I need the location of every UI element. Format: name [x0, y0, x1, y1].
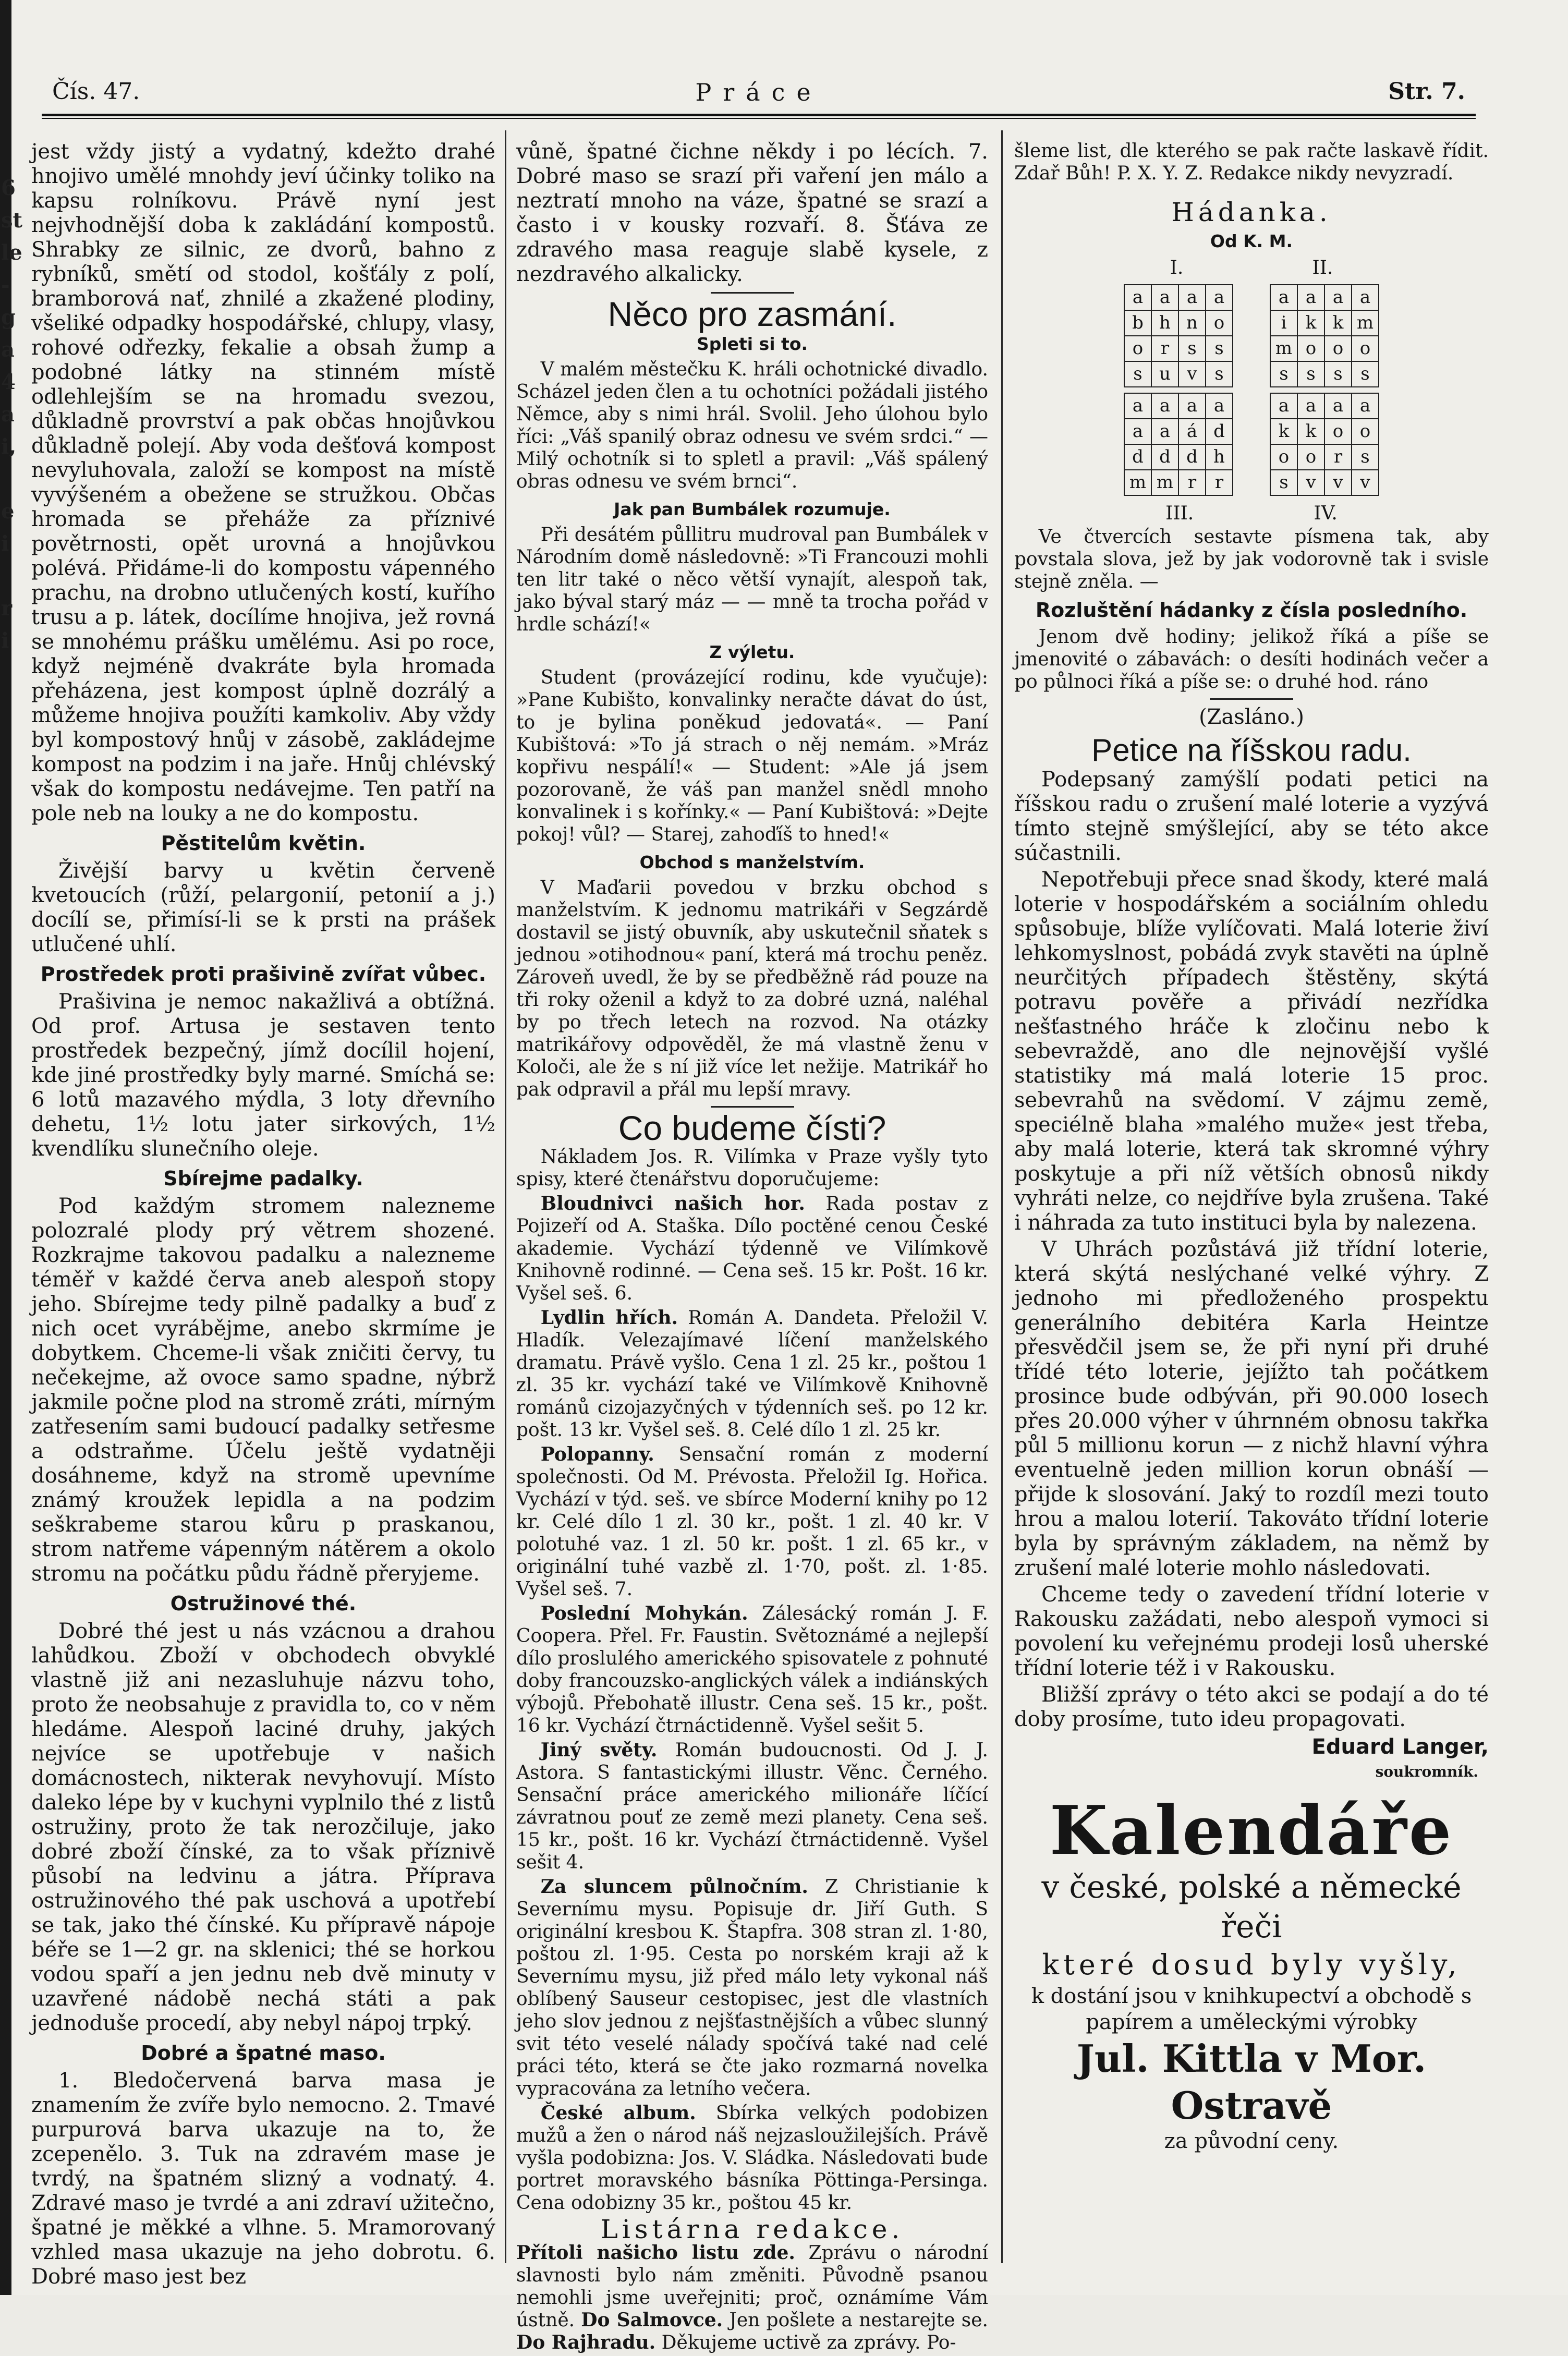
- article-text: 1. Bledočervená barva masa je znamením že zvíře bylo nemocno. 2. Tmavé purpurová barva ukazuje na to, že zcepenělo. 3. Tuk na zdravém mase je tvrdý, na špatném slizný a vodnatý. 4. Zdravé maso je tvrdé a ani zdraví užitečno, špatné je měkké a vlhne. 5. Mramorovaný vzhled masa ukazuje na jeho dobrotu. 6. Dobré maso jest bez: [31, 2069, 495, 2289]
- book-entry: [516, 1876, 988, 2100]
- grid-cell: a: [1352, 393, 1379, 419]
- grid-cell: a: [1270, 285, 1297, 310]
- margin-fragment: st: [1, 208, 22, 233]
- column-2: [516, 140, 988, 2356]
- grid-cell: a: [1324, 285, 1352, 310]
- letter-grid: [1270, 393, 1379, 496]
- grid-cell: u: [1151, 361, 1178, 387]
- grid-cell: a: [1352, 285, 1379, 310]
- grid-cell: s: [1206, 361, 1233, 387]
- page-header: [47, 78, 1470, 112]
- article-text: šleme list, dle kterého se pak račte laskavě řídit. Zdař Bůh! P. X. Y. Z. Redakce nikdy nevyzradí.: [1014, 140, 1489, 184]
- riddle-author: Od K. M.: [1210, 231, 1293, 251]
- subheading: Z výletu.: [709, 642, 795, 662]
- book-entry: [516, 1193, 988, 1305]
- letter-text: Zprávu o národní slavnosti bylo nám změniti. Původně psanou nemohli jsme uveřejniti; proč, oznámíme Vám ústně.: [516, 2242, 988, 2331]
- letter-text: Jen pošlete a nestarejte se.: [729, 2310, 988, 2331]
- section-heading: Pěstitelům květin.: [161, 832, 366, 855]
- ad-line: v české, polské a německé řeči: [1041, 1869, 1462, 1945]
- book-title: Jiný světy.: [540, 1739, 658, 1761]
- grid-cell: s: [1270, 470, 1297, 495]
- margin-fragment: r: [1, 596, 13, 621]
- book-title: Lydlin hřích.: [540, 1307, 678, 1329]
- book-entry: [516, 2102, 988, 2214]
- grid-label: II.: [1312, 257, 1333, 278]
- ad-line: které dosud byly vyšly,: [1042, 1948, 1461, 1981]
- grid-cell: a: [1124, 419, 1151, 444]
- grid-row: [1105, 284, 1397, 387]
- grid-cell: a: [1297, 393, 1324, 419]
- grid-cell: o: [1270, 444, 1297, 470]
- book-entry: [516, 1602, 988, 1737]
- grid-cell: a: [1124, 393, 1151, 419]
- grid-cell: k: [1297, 419, 1324, 444]
- margin-fragment: le: [1, 240, 22, 265]
- riddle-labels-bottom: [1105, 501, 1397, 526]
- ad-line: k dostání jsou v knihkupectví a obchodě s papírem a uměleckými výrobky: [1031, 1984, 1472, 2034]
- ad-line: za původní ceny.: [1164, 2129, 1339, 2153]
- grid-cell: s: [1324, 361, 1352, 387]
- book-desc: Rada postav z Pojizeří od A. Staška. Dílo poctěné cenou České akademie. Vychází týdenně ve Vilímkově Knihovně rodinné. — Cena seš. 15 kr. Pošt. 16 kr. Vyšel seš. 6.: [516, 1193, 989, 1304]
- grid-cell: n: [1178, 310, 1206, 336]
- letter-grid: [1270, 284, 1379, 387]
- grid-cell: o: [1206, 310, 1233, 336]
- margin-fragment: a: [1, 402, 15, 427]
- book-title: České album.: [540, 2102, 696, 2124]
- margin-fragment: 6: [1, 176, 16, 200]
- separator: [711, 1106, 794, 1108]
- book-title: Za sluncem půlnočním.: [540, 1876, 808, 1898]
- issue-number: Čís. 47.: [52, 78, 140, 105]
- riddle-labels-top: [1105, 256, 1397, 280]
- grid-cell: o: [1352, 336, 1379, 361]
- letter-recipient: Do Salmovce.: [581, 2309, 723, 2331]
- book-entry: [516, 1443, 988, 1600]
- grid-cell: d: [1178, 444, 1206, 470]
- letter-grid: [1124, 393, 1233, 496]
- book-title: Poslední Mohykán.: [540, 1602, 748, 1624]
- ad-line: Jul. Kittla v Mor. Ostravě: [1076, 2036, 1427, 2128]
- grid-cell: k: [1297, 310, 1324, 336]
- grid-cell: r: [1206, 470, 1233, 495]
- book-desc: Román A. Dandeta. Přeložil V. Hladík. Velezajímavé líčení manželského dramatu. Právě vyšlo. Cena 1 zl. 25 kr., poštou 1 zl. 35 kr. vychází také ve Vilímkově Knihovně románů cizojazyčných v týdenních seš. po 12 kr. pošt. 13 kr. Vyšel seš. 8. Celé dílo 1 zl. 25 kr.: [516, 1307, 988, 1441]
- page-number: Str. 7.: [1388, 78, 1465, 105]
- grid-cell: a: [1178, 393, 1206, 419]
- grid-cell: r: [1178, 470, 1206, 495]
- grid-label: I.: [1170, 257, 1184, 278]
- margin-scrap: [1, 172, 22, 657]
- subheading: Obchod s manželstvím.: [639, 852, 865, 872]
- article-text: Chceme tedy o zavedení třídní loterie v Rakousku zažádati, nebo alespoň vymoci si povolení ku veřejnému prodeji losů uherské třídní loterie též i v Rakousku.: [1014, 1583, 1489, 1680]
- letter-recipient: Přítoli našicho listu zde.: [516, 2242, 795, 2264]
- grid-cell: r: [1324, 444, 1352, 470]
- grid-cell: i: [1270, 310, 1297, 336]
- section-title: Listárna redakce.: [600, 2214, 904, 2244]
- column-divider: [1001, 130, 1003, 2263]
- article-text: Nákladem Jos. R. Vilímka v Praze vyšly tyto spisy, které čtenářstvu doporučujeme:: [516, 1146, 988, 1190]
- grid-cell: o: [1124, 336, 1151, 361]
- grid-cell: s: [1297, 361, 1324, 387]
- grid-cell: s: [1352, 444, 1379, 470]
- grid-cell: h: [1151, 310, 1178, 336]
- article-text: V malém městečku K. hráli ochotnické divadlo. Scházel jeden člen a tu ochotníci požádali jistého Němce, aby s nimi hrál. Svolil. Jeho úlohou bylo říci: „Váš spanilý obraz odnesu ve svém srdci.“ — Milý ochotník si to spletl a pravil: „Váš spálený obras odnesu ve svém brnci“.: [516, 359, 988, 492]
- grid-cell: v: [1352, 470, 1379, 495]
- grid-cell: v: [1297, 470, 1324, 495]
- grid-cell: a: [1124, 285, 1151, 310]
- grid-cell: a: [1151, 419, 1178, 444]
- grid-label: III.: [1165, 503, 1194, 524]
- margin-fragment: i,: [1, 434, 17, 459]
- grid-cell: a: [1324, 393, 1352, 419]
- grid-cell: m: [1151, 470, 1178, 495]
- grid-cell: s: [1206, 336, 1233, 361]
- grid-cell: m: [1124, 470, 1151, 495]
- signature-title: soukromník.: [1375, 1763, 1478, 1780]
- margin-fragment: -: [1, 273, 10, 297]
- ad-title: Kalendáře: [1049, 1792, 1454, 1870]
- grid-cell: d: [1206, 419, 1233, 444]
- section-heading: Ostružinové thé.: [170, 1592, 357, 1615]
- grid-cell: a: [1297, 285, 1324, 310]
- grid-cell: o: [1352, 419, 1379, 444]
- margin-fragment: g: [1, 305, 16, 330]
- book-title: Polopanny.: [540, 1443, 654, 1465]
- article-text: Ve čtvercích sestavte písmena tak, aby povstala slova, jež by jak vodorovně tak i svisle stejně zněla. —: [1014, 526, 1489, 592]
- grid-label: IV.: [1314, 503, 1338, 524]
- grid-cell: s: [1352, 361, 1379, 387]
- subheading: Spleti si to.: [696, 334, 808, 354]
- article-text: V Maďarii povedou v brzku obchod s manželstvím. K jednomu matrikáři v Segzárdě dostavil se jistý obuvník, aby uskutečnil sňatek s jednou »otihodnou« paní, která má trochu peněz. Zároveň uvedl, že by se předběžně rád pouze na tři roky oženil a když to za dobré uzná, naléhal by po třech letech na rozvod. Na otázky matrikářovy odpověděl, že má vlastně ženu v Koloči, ale že s ní již více let nežije. Matrikář ho pak odpravil a přál mu lepší mravy.: [516, 877, 988, 1100]
- margin-fragment: i: [1, 628, 9, 653]
- newspaper-title: Práce: [695, 78, 822, 106]
- grid-cell: k: [1270, 419, 1297, 444]
- section-heading: Dobré a špatné maso.: [141, 2042, 386, 2064]
- grid-cell: r: [1151, 336, 1178, 361]
- separator: [711, 292, 794, 294]
- letter-entry: [516, 2242, 988, 2354]
- article-text: V Uhrách pozůstává již třídní loterie, která skýtá neslýchané velké výhry. Z jednoho mi předloženého prospektu generálního debitéra Karla Heintze přesvědčil jsem se, že při nyní při druhé třídé této loterie, jejížto tah počátkem prosince bude odbýván, při 90.000 losech přes 20.000 výher v úhrnném obnosu takřka půl 5 millionu korun — z nichž hlavní výhra eventuelně jeden million korun obnáší — přijde k slosování. Jaký to rozdíl mezi touto hrou a malou loterií. Takováto třídní loterie byla by správným základem, na němž by zrušení malé loterie mohlo následovati.: [1014, 1237, 1489, 1580]
- column-3: [1014, 140, 1489, 2154]
- grid-cell: a: [1270, 393, 1297, 419]
- grid-cell: o: [1297, 336, 1324, 361]
- article-text: Pod každým stromem nalezneme polozralé plody prý větrem shozené. Rozkrajme takovou padalku a nalezneme téměř v každé červa aneb alespoň stopy jeho. Sbírejme tedy pilně padalky a buď z nich ocet vyrábějme, anebo skrmíme je dobytkem. Chceme-li však zničiti červy, tu nečekejme, až ovoce samo spadne, nýbrž jakmile počne plod na stromě zráti, mírným zatřesením sami budoucí padalky setřesme a odstraňme. Účelu ještě vydatněji dosáhneme, když na stromě upevníme známý kroužek lepidla a na podzim seškrabeme starou kůru p praskanou, strom natřeme vápenným nátěrem a okolo stromu na počátku půdu řádně přeryjeme.: [31, 1194, 495, 1586]
- article-text: Bližší zprávy o této akci se podají a do té doby prosíme, tuto ideu propagovati.: [1014, 1683, 1489, 1731]
- separator: [1210, 698, 1293, 700]
- book-desc: Zálesácký román J. F. Coopera. Přel. Fr. Faustin. Světoznámé a nejlepší dílo proslulého amerického spisovatele z pohnuté doby francouzsko-anglických válek a indiánských výbojů. Přebohatě illustr. Cena seš. 15 kr., pošt. 16 kr. Vychází čtrnáctidenně. Vyšel sešit 5.: [516, 1603, 988, 1736]
- grid-cell: a: [1151, 285, 1178, 310]
- book-entry: [516, 1307, 988, 1441]
- grid-cell: o: [1324, 336, 1352, 361]
- book-title: Bloudnivci našich hor.: [540, 1193, 805, 1215]
- grid-cell: d: [1151, 444, 1178, 470]
- article-text: Dobré thé jest u nás vzácnou a drahou lahůdkou. Zboží v obchodech obvyklé vlastně již ani nezasluhuje názvu toho, proto že neobsahuje z pravidla to, co v něm hledáme. Alespoň laciné druhy, jakých nejvíce se upotřebuje v našich domácnostech, nikterak nevyhovují. Místo daleko lépe by v kuchyni vyplnilo thé z listů ostružiny, proto že tak nerozčiluje, jako dobré zboží čínské, za to však příznivě působí na ledvinu a játra. Příprava ostružinového thé pak uschová a upotřebí se tak, jako thé čínské. Ku přípravě nápoje béře se 1—2 gr. na sklenici; thé se horkou vodou spaří a jen jednu neb dvě minuty v uzavřené nádobě nechá státi a pak jednoduše procedí, aby nebyl nápoj trpký.: [31, 1619, 495, 2035]
- header-rule: [42, 114, 1476, 116]
- grid-cell: a: [1206, 285, 1233, 310]
- article-text: Při desátém půllitru mudroval pan Bumbálek v Národním domě následovně: »Ti Francouzi mohli ten litr také o něco větší vynajít, alespoň tak, jako býval starý máz — — mně ta trocha pořád v hrdle schází!«: [516, 524, 988, 635]
- riddle-grids: [1105, 284, 1397, 496]
- article-text: Prašivina je nemoc nakažlivá a obtížná. Od prof. Artusa je sestaven tento prostředek bezpečný, jímž docílil hojení, kde jiné prostředky byly marné. Smíchá se: 6 lotů mazavého mýdla, 3 loty dřevního dehetu, 1½ lotu jater sirkových, 1½ kvendlíku slunečního oleje.: [31, 990, 495, 1161]
- grid-cell: a: [1178, 285, 1206, 310]
- article-text: Podepsaný zamýšlí podati petici na říšskou radu o zrušení malé loterie a vyzývá tímto stejně smýšlející, aby se této akce súčastnili.: [1014, 768, 1489, 865]
- grid-cell: k: [1324, 310, 1352, 336]
- header-rule-thin: [42, 118, 1476, 119]
- section-title: Něco pro zasmání.: [607, 295, 897, 333]
- grid-cell: m: [1270, 336, 1297, 361]
- grid-cell: á: [1178, 419, 1206, 444]
- section-title: Petice na říšskou radu.: [1091, 733, 1412, 768]
- signature: Eduard Langer,: [1311, 1735, 1489, 1759]
- grid-cell: o: [1297, 444, 1324, 470]
- grid-cell: a: [1151, 393, 1178, 419]
- grid-cell: b: [1124, 310, 1151, 336]
- grid-cell: h: [1206, 444, 1233, 470]
- grid-cell: v: [1178, 361, 1206, 387]
- grid-cell: a: [1206, 393, 1233, 419]
- grid-cell: s: [1270, 361, 1297, 387]
- article-text: vůně, špatné čichne někdy i po lécích. 7. Dobré maso se srazí při vaření jen málo a neztratí mnoho na váze, špatné se srazí a často i v kousky rozvaří. 8. Šťáva ze zdravého masa reaguje slabě kysele, z nezdravého alkalicky.: [516, 140, 988, 286]
- letter-recipient: Do Rajhradu.: [516, 2331, 656, 2353]
- letter-text: Děkujeme uctivě za zprávy. Po-: [661, 2332, 956, 2353]
- book-desc: Sbírka velkých podobizen mužů a žen o národ náš nejzasloužilejších. Právě vyšla podobizna: Jos. V. Sládka. Následovati bude portret moravského básníka Pöttinga-Persinga. Cena odobizny 35 kr., poštou 45 kr.: [516, 2103, 989, 2214]
- section-title: Co budeme čísti?: [618, 1109, 886, 1147]
- article-text: Živější barvy u květin červeně kvetoucích (růží, pelargonií, petonií a j.) docílí se, přimísí-li se k prsti na prášek utlučené uhlí.: [31, 859, 495, 956]
- column-divider: [505, 130, 506, 2263]
- margin-fragment: a: [1, 337, 15, 362]
- submitted-note: (Zasláno.): [1199, 705, 1304, 729]
- letter-grid: [1124, 284, 1233, 387]
- grid-cell: v: [1324, 470, 1352, 495]
- riddle-title: Hádanka.: [1171, 197, 1332, 227]
- margin-fragment: i: [1, 531, 9, 556]
- section-heading: Rozluštění hádanky z čísla posledního.: [1035, 599, 1468, 622]
- grid-row: [1105, 393, 1397, 496]
- margin-fragment: 4: [1, 370, 16, 394]
- grid-cell: m: [1352, 310, 1379, 336]
- column-1: [31, 140, 495, 2291]
- section-heading: Prostředek proti prašivině zvířat vůbec.: [40, 963, 487, 986]
- grid-cell: o: [1324, 419, 1352, 444]
- grid-cell: d: [1124, 444, 1151, 470]
- margin-fragment: [1, 560, 14, 592]
- margin-fragment: e: [1, 499, 15, 524]
- article-text: Jenom dvě hodiny; jelikož říká a píše se jmenovité o zábavách: o desíti hodinách večer a po půlnoci říká a píše se: o druhé hod. ráno: [1014, 626, 1489, 693]
- grid-cell: s: [1178, 336, 1206, 361]
- grid-cell: s: [1124, 361, 1151, 387]
- book-desc: Román budoucnosti. Od J. J. Astora. S fantastickými illustr. Věnc. Černého. Sensační práce amerického milionáře líčící závratnou pouť ze země mezi planety. Cena seš. 15 kr., pošt. 16 kr. Vychází čtrnáctidenně. Vyšel sešit 4.: [516, 1740, 988, 1873]
- subheading: Jak pan Bumbálek rozumuje.: [614, 499, 891, 519]
- book-desc: Z Christianie k Severnímu mysu. Popisuje dr. Jiří Guth. S originální kresbou K. Štapfra. 308 stran zl. 1·80, poštou zl. 1·95. Cesta po norském kraji až k Severnímu mysu, již před málo lety vykonal náš oblíbený Sauseur cestopisec, jest dle vlastních jeho slov jednou z nejšťastnějších a vůbec slunný svit této veselé nálady spočívá také nad celé práci této, která se čte jako rozmarná novelka vypracována za letního večera.: [516, 1876, 988, 2099]
- article-text: Nepotřebuji přece snad škody, které malá loterie v hospodářském a sociálním ohledu spůsobuje, blíže vylíčovati. Malá loterie živí lehkomyslnost, pobádá zvyk stavěti na úplně neurčitých případech štěstěny, skýtá potravu pověře a přivádí nezřídka nešťastného hráče k zločinu nebo k sebevraždě, ano dle nejnovější vyšlé statistiky má malá loterie 15 proc. sebevrahů na svědomí. V zájmu země, speciélně blaha »malého muže« jest třeba, aby malá loterie, která tak skromné výhry poskytuje a při níž větších obnosů nikdy vyhráti nelze, co nejdříve byla zrušena. Také i náhrada za tuto instituci byla by nalezena.: [1014, 868, 1489, 1235]
- margin-fragment: [1, 463, 14, 495]
- article-text: jest vždy jistý a vydatný, kdežto drahé hnojivo umělé mnohdy jeví účinky toliko na kapsu rolníkovu. Právě nyní jest nejvhodnější doba k zakládání kompostů. Shrabky ze silnic, ze dvorů, bahno z rybníků, smětí od stodol, košťály z polí, bramborová nať, zhnilé a zkažené plodiny, všeliké odpadky hospodářské, chlupy, vlasy, rohové odřezky, fekalie a obsah žump a podobné látky na stinném místě odlehlejším se na hromadu svezou, důkladně provrství a pak občas hnojůvkou důkladně polejí. Aby voda dešťová kompost nevyluhovala, založí se kompost na místě vyvýšeném a obežene se stružkou. Občas hromada se přeháže za příznivé povětrnosti, opět urovná a hnojůvkou polévá. Přidáme-li do kompostu vápenného prachu, na drobno utlučených kostí, kuřího trusu a p. látek, docílíme hnojiva, jež rovná se mnohému prášku umělému. Asi po roce, když nejméně dvakráte byla hromada přeházena, jest kompost úplně dozrálý a můžeme hnojiva použíti kamkoliv. Aby vždy byl kompostový hnůj v zásobě, zakládejme kompost na podzim i na jaře. Hnůj chlévský však do kompostu nedávejme. Ten patří na pole neb na louky a ne do kompostu.: [31, 140, 495, 825]
- section-heading: Sbírejme padalky.: [163, 1167, 363, 1190]
- article-text: Student (provázející rodinu, kde vyučuje): »Pane Kubišto, konvalinky neračte dávat do úst, to je bylina poněkud jedovatá«. — Paní Kubištová: »To já strach o něj nemám. »Mráz kopřivu nespálí!« — Student: »Ale já jsem pozorovaně, že váš pan manžel snědl mnoho konvalinek i s kořínky.« — Paní Kubištová: »Dejte pokoj! vůl? — Starej, zahoďíš to hned!«: [516, 667, 988, 845]
- book-desc: Sensační román z moderní společnosti. Od M. Prévosta. Přeložil Ig. Hořica. Vychází v týd. seš. ve sbírce Moderní knihy po 12 kr. Celé dílo 1 zl. 30 kr., pošt. 1 zl. 40 kr. V polotuhé vaz. 1 zl. 50 kr. pošt. 1 zl. 65 kr., v originální tuhé vazbě zl. 1·70, pošt. zl. 1·85. Vyšel seš. 7.: [516, 1444, 989, 1600]
- book-entry: [516, 1739, 988, 1874]
